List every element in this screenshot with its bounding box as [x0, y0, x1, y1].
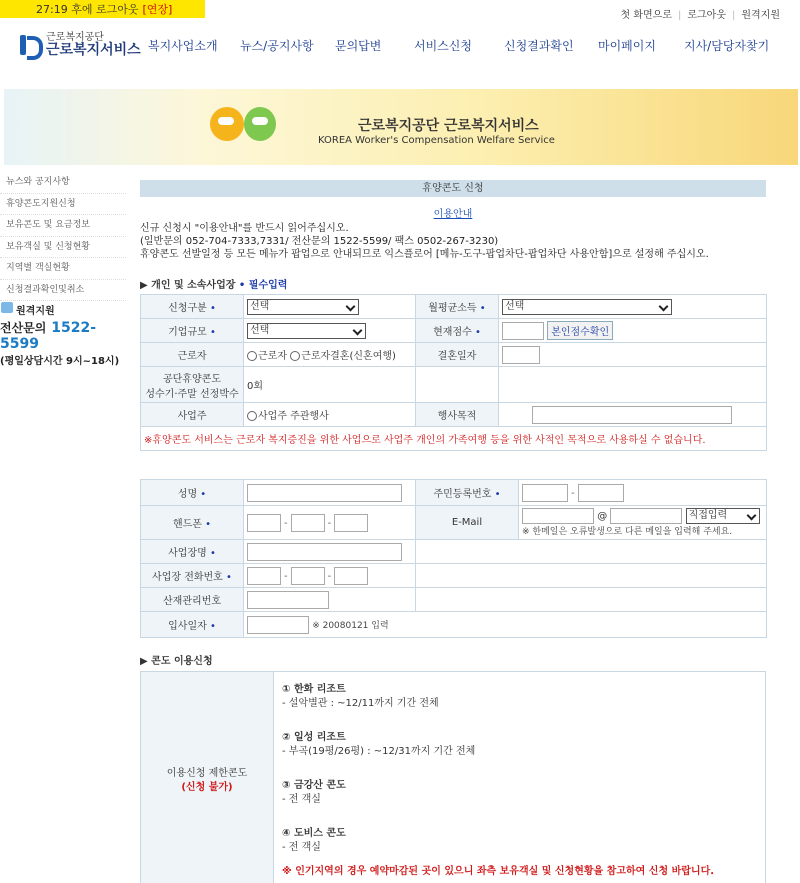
condo-item-4-name: ④ 도비스 콘도: [282, 827, 346, 839]
worker-marriage-radio[interactable]: [290, 351, 300, 361]
logo-org: 근로복지공단: [46, 32, 104, 43]
marriage-date-label: 결혼일자: [416, 343, 499, 367]
company-name-label: 사업장명 •: [141, 540, 244, 564]
side-menu: [0, 172, 126, 301]
section-personal-title: [140, 276, 766, 291]
company-phone-3-input[interactable]: [334, 567, 368, 585]
mascot-orange-icon: [210, 107, 244, 141]
nav-news[interactable]: 뉴스/공지사항: [240, 39, 314, 53]
side-item-condo-apply[interactable]: 휴양콘도지원신청: [0, 194, 126, 216]
worker-label: 근로자: [141, 343, 244, 367]
logo-icon: [18, 33, 40, 55]
worker-radio-label: 근로자: [258, 351, 287, 362]
session-text: 27:19 후에 로그아웃: [36, 3, 139, 16]
nav-mypage[interactable]: 마이페이지: [598, 39, 656, 53]
worker-marriage-label: 근로자결혼(신혼여행): [301, 351, 396, 362]
company-phone-2-input[interactable]: [291, 567, 325, 585]
apply-type-label: 신청구분 •: [141, 295, 244, 319]
rrn-back-input[interactable]: [578, 484, 624, 502]
side-item-condo-info[interactable]: 보유콘도 및 요금정보: [0, 215, 126, 237]
banner-title: 근로복지공단 근로복지서비스: [358, 118, 539, 134]
company-name-input[interactable]: [247, 543, 402, 561]
logout-link[interactable]: 로그아웃: [687, 10, 726, 21]
banner: [4, 89, 798, 165]
utility-nav: 첫 화면으로 | 로그아웃 | 원격지원: [614, 6, 786, 21]
required-note: • 필수입력: [238, 280, 288, 291]
support-box: [0, 302, 126, 367]
condo-count-label: 공단휴양콘도 성수기·주말 선정박수: [141, 367, 244, 403]
personal-form: [140, 294, 767, 451]
side-item-region-status[interactable]: 지역별 객실현황: [0, 258, 126, 280]
hire-date-label: 입사일자 •: [141, 612, 244, 638]
email-domain-input[interactable]: [610, 508, 682, 524]
score-label: 현재점수 •: [416, 319, 499, 343]
site-logo[interactable]: [18, 30, 141, 58]
industry-no-input[interactable]: [247, 591, 329, 609]
notice-text: [140, 222, 766, 261]
mascot-green-icon: [244, 107, 276, 141]
section-personal-label: ▶ 개인 및 소속사업장: [140, 280, 236, 291]
company-size-label: 기업규모 •: [141, 319, 244, 343]
remote-support-title[interactable]: 원격지원: [0, 302, 126, 317]
rrn-front-input[interactable]: [522, 484, 568, 502]
nav-qna[interactable]: 문의답변: [335, 39, 382, 53]
worker-radio[interactable]: [247, 351, 257, 361]
condo-limit-list: [274, 672, 766, 883]
score-check-button[interactable]: 본인점수확인: [547, 321, 613, 340]
phone-2-input[interactable]: [291, 514, 325, 532]
employer-warning: ※휴양콘도 서비스는 근로자 복지증진을 위한 사업으로 사업주 개인의 가족여행 등을 위한 사적인 목적으로 사용하실 수 없습니다.: [141, 427, 767, 451]
rrn-label: 주민등록번호 •: [416, 480, 519, 506]
nav-branch[interactable]: 지사/담당자찾기: [684, 39, 770, 53]
industry-no-label: 산재관리번호: [141, 588, 244, 612]
condo-item-3-detail: - 전 객실: [282, 793, 321, 805]
wage-label: 월평균소득 •: [416, 295, 499, 319]
side-item-result-cancel[interactable]: 신청결과확인및취소: [0, 280, 126, 302]
hire-date-input[interactable]: [247, 616, 309, 634]
company-size-select[interactable]: 선택: [247, 323, 366, 339]
condo-item-1-name: ① 한화 리조트: [282, 683, 346, 695]
email-hint: ※ 한메일은 오류발생으로 다른 메일을 입력해 주세요.: [522, 527, 733, 537]
condo-warning: ※ 인기지역의 경우 예약마감된 곳이 있으니 좌측 보유객실 및 신청현황을 참고하여 신청 바랍니다.: [282, 865, 715, 877]
main-nav: [148, 37, 769, 54]
side-item-news[interactable]: 뉴스와 공지사항: [0, 172, 126, 194]
nav-service-apply[interactable]: 서비스신청: [414, 39, 472, 53]
name-label: 성명 •: [141, 480, 244, 506]
employer-label: 사업주: [141, 403, 244, 427]
notice-line-2: (일반문의 052-704-7333,7331/ 전산문의 1522-5599/ 팩스 0502-267-3230): [140, 236, 499, 247]
section-condo-title: ▶ 콘도 이용신청: [140, 656, 213, 667]
main-content: [140, 180, 766, 883]
condo-form: [140, 671, 766, 883]
side-item-room-status[interactable]: 보유객실 및 신청현황: [0, 237, 126, 259]
apply-type-select[interactable]: 선택: [247, 299, 359, 315]
nav-welfare-intro[interactable]: 복지사업소개: [148, 39, 218, 53]
support-phone-label: 전산문의: [0, 321, 47, 335]
guide-link[interactable]: 이용안내: [433, 209, 473, 220]
condo-count-value: 0회: [244, 367, 416, 403]
extend-session-link[interactable]: [연장]: [142, 3, 173, 16]
marriage-date-input[interactable]: [502, 346, 540, 364]
score-input[interactable]: [502, 322, 544, 340]
logo-service: 근로복지서비스: [46, 42, 141, 58]
condo-item-4-detail: - 전 객실: [282, 841, 321, 853]
employer-radio-label: 사업주 주관행사: [258, 411, 329, 422]
condo-limit-label: 이용신청 제한콘도 (신청 불가): [141, 672, 274, 883]
event-purpose-input[interactable]: [532, 406, 732, 424]
condo-item-2-name: ② 일성 리조트: [282, 731, 346, 743]
email-id-input[interactable]: [522, 508, 594, 524]
phone-1-input[interactable]: [247, 514, 281, 532]
support-phone: 1522-5599: [0, 320, 97, 352]
banner-subtitle: KOREA Worker's Compensation Welfare Service: [318, 135, 555, 146]
condo-item-2-detail: - 부곡(19평/26평) : ~12/31까지 기간 전체: [282, 745, 476, 757]
employer-radio[interactable]: [247, 411, 257, 421]
phone-label: 핸드폰 •: [141, 506, 244, 540]
page-title: 휴양콘도 신청: [140, 180, 766, 197]
remote-support-link[interactable]: 원격지원: [741, 10, 780, 21]
notice-line-1: 신규 신청시 "이용안내"를 반드시 읽어주십시오.: [140, 223, 349, 234]
condo-item-1-detail: - 설악별관 : ~12/11까지 기간 전체: [282, 697, 439, 709]
home-link[interactable]: 첫 화면으로: [620, 10, 672, 21]
email-label: E-Mail: [416, 506, 519, 540]
company-phone-1-input[interactable]: [247, 567, 281, 585]
support-hours: (평일상담시간 9시~18시): [0, 356, 120, 367]
nav-result[interactable]: 신청결과확인: [504, 39, 574, 53]
session-timer: [0, 0, 205, 18]
phone-3-input[interactable]: [334, 514, 368, 532]
company-phone-label: 사업장 전화번호 •: [141, 564, 244, 588]
hire-date-hint: ※ 20080121 입력: [312, 620, 389, 631]
name-input[interactable]: [247, 484, 402, 502]
event-purpose-label: 행사목적: [416, 403, 499, 427]
applicant-form: 성명 • 주민등록번호 • - 핸드폰 • - - E-Mail @ 직접입력 ※ 한메일은 오류발생으로 다른 메일을 입력해 주세요. 사업장명 • 사업장 전화번호 • - - 산재관리번호 입사일자 • ※ 20080121 입력: [140, 479, 767, 638]
wage-select[interactable]: 선택: [502, 299, 672, 315]
email-domain-select[interactable]: 직접입력: [686, 508, 760, 524]
condo-item-3-name: ③ 금강산 콘도: [282, 779, 346, 791]
notice-line-3: 휴양콘도 선발일정 등 모든 메뉴가 팝업으로 안내되므로 익스플로어 [메뉴-도구-팝업차단-팝업차단 사용안함]으로 설정해 주십시오.: [140, 249, 709, 260]
email-at: @: [597, 511, 608, 522]
